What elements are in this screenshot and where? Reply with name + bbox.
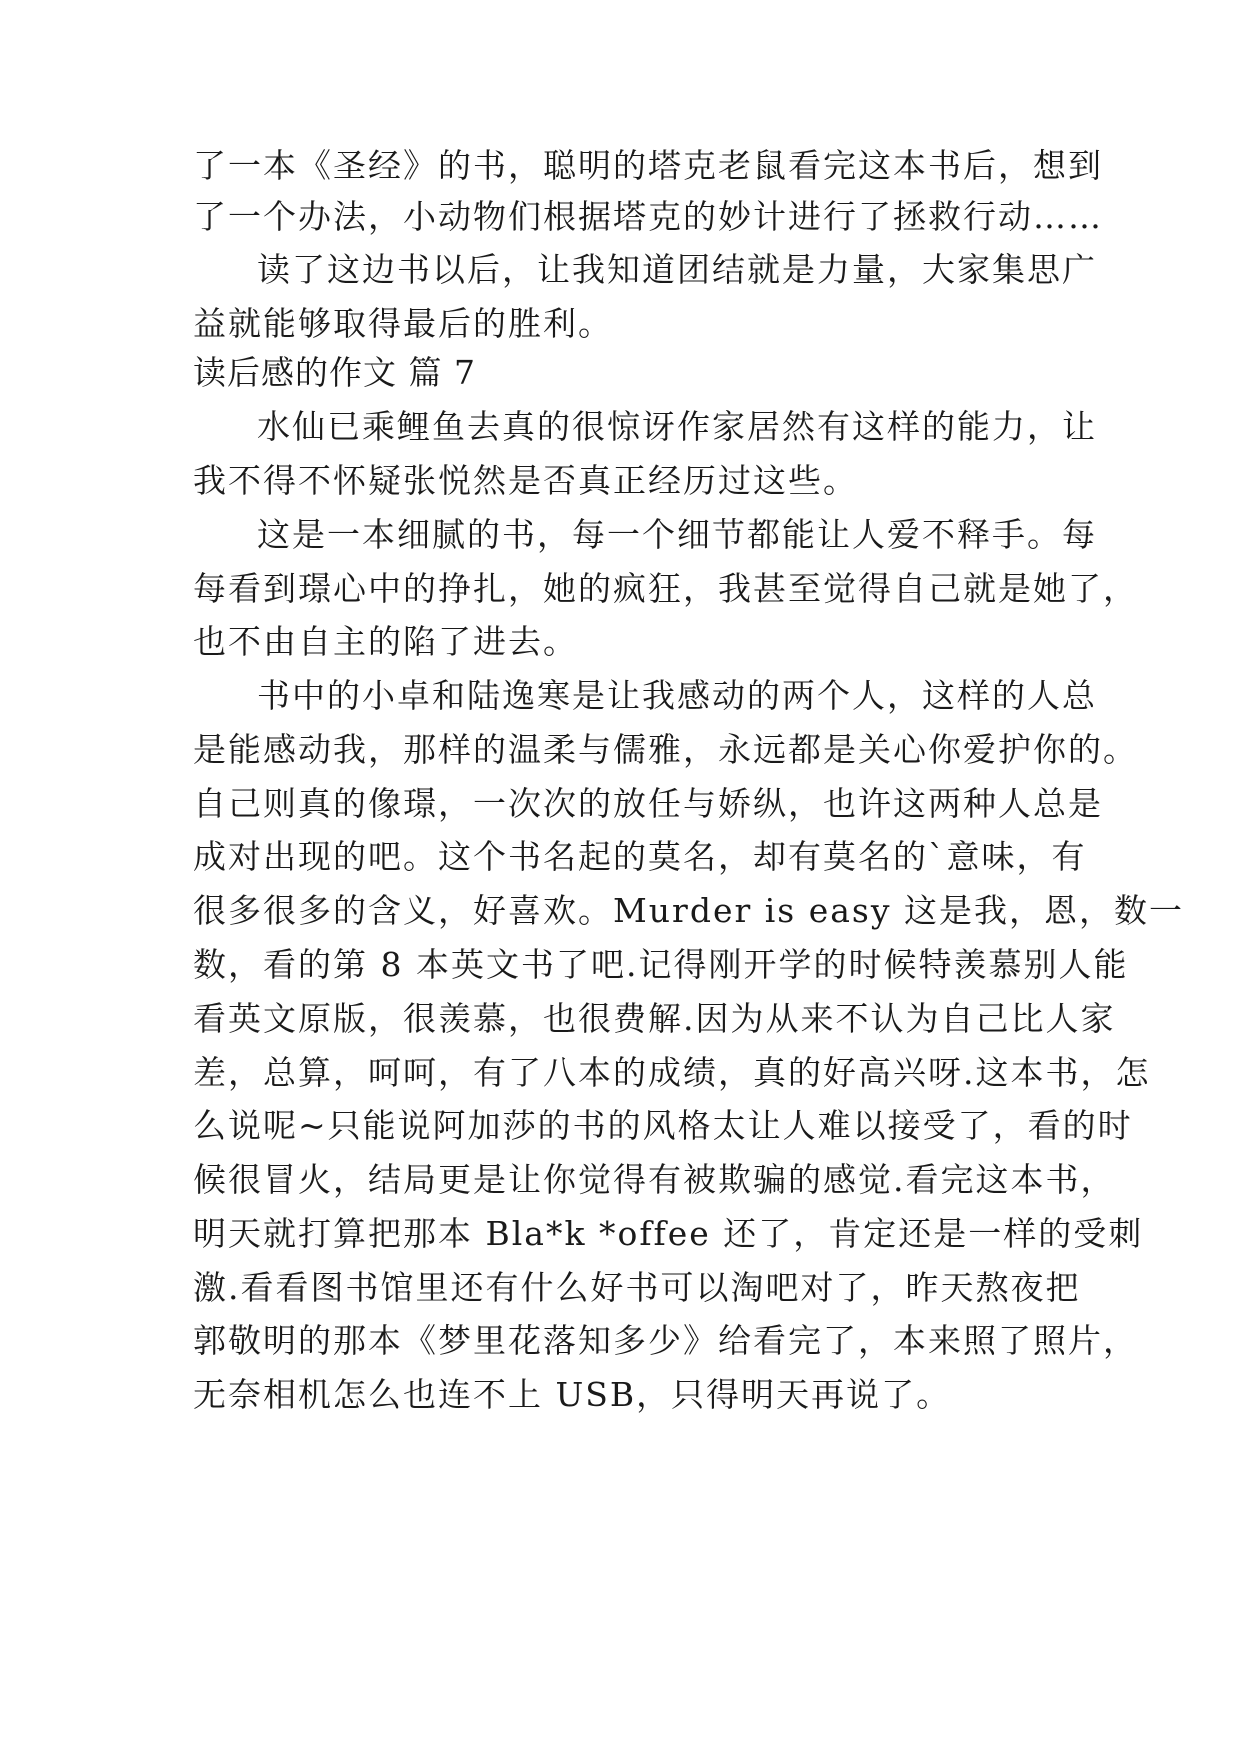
text-line: 数，看的第 8 本英文书了吧.记得刚开学的时候特羡慕别人能 — [193, 945, 1129, 984]
text-line: 激.看看图书馆里还有什么好书可以淘吧对了，昨天熬夜把 — [193, 1268, 1081, 1307]
text-line: 是能感动我，那样的温柔与儒雅，永远都是关心你爱护你的。 — [193, 730, 1138, 769]
text-line: 很多很多的含义，好喜欢。Murder is easy 这是我，恩，数一 — [193, 891, 1184, 930]
text-line: 么说呢~只能说阿加莎的书的风格太让人难以接受了，看的时 — [193, 1106, 1133, 1145]
text-line: 看英文原版，很羡慕，也很费解.因为从来不认为自己比人家 — [193, 999, 1116, 1038]
text-line: 郭敬明的那本《梦里花落知多少》给看完了，本来照了照片， — [193, 1321, 1138, 1360]
text-line: 差，总算，呵呵，有了八本的成绩，真的好高兴呀.这本书，怎 — [193, 1053, 1151, 1092]
text-line: 了一个办法，小动物们根据塔克的妙计进行了拯救行动…… — [193, 197, 1103, 236]
text-line: 我不得不怀疑张悦然是否真正经历过这些。 — [193, 461, 858, 500]
text-line: 益就能够取得最后的胜利。 — [193, 304, 613, 343]
text-line: 每看到璟心中的挣扎，她的疯狂，我甚至觉得自己就是她了， — [193, 569, 1138, 608]
text-line: 了一本《圣经》的书，聪明的塔克老鼠看完这本书后，想到 — [193, 146, 1103, 185]
paragraph-start: 书中的小卓和陆逸寒是让我感动的两个人，这样的人总 — [257, 676, 1097, 715]
text-line: 候很冒火，结局更是让你觉得有被欺骗的感觉.看完这本书， — [193, 1160, 1116, 1199]
text-line: 自己则真的像璟，一次次的放任与娇纵，也许这两种人总是 — [193, 784, 1103, 823]
text-line: 明天就打算把那本 Bla*k *offee 还了，肯定还是一样的受刺 — [193, 1214, 1144, 1253]
paragraph-start: 水仙已乘鲤鱼去真的很惊讶作家居然有这样的能力，让 — [257, 407, 1097, 446]
text-line: 成对出现的吧。这个书名起的莫名，却有莫名的`意味，有 — [193, 837, 1087, 876]
section-heading: 读后感的作文 篇 7 — [193, 353, 476, 392]
paragraph-start: 这是一本细腻的书，每一个细节都能让人爱不释手。每 — [257, 515, 1097, 554]
text-line: 无奈相机怎么也连不上 USB，只得明天再说了。 — [193, 1375, 952, 1414]
paragraph-start: 读了这边书以后，让我知道团结就是力量，大家集思广 — [257, 250, 1097, 289]
text-line: 也不由自主的陷了进去。 — [193, 622, 578, 661]
